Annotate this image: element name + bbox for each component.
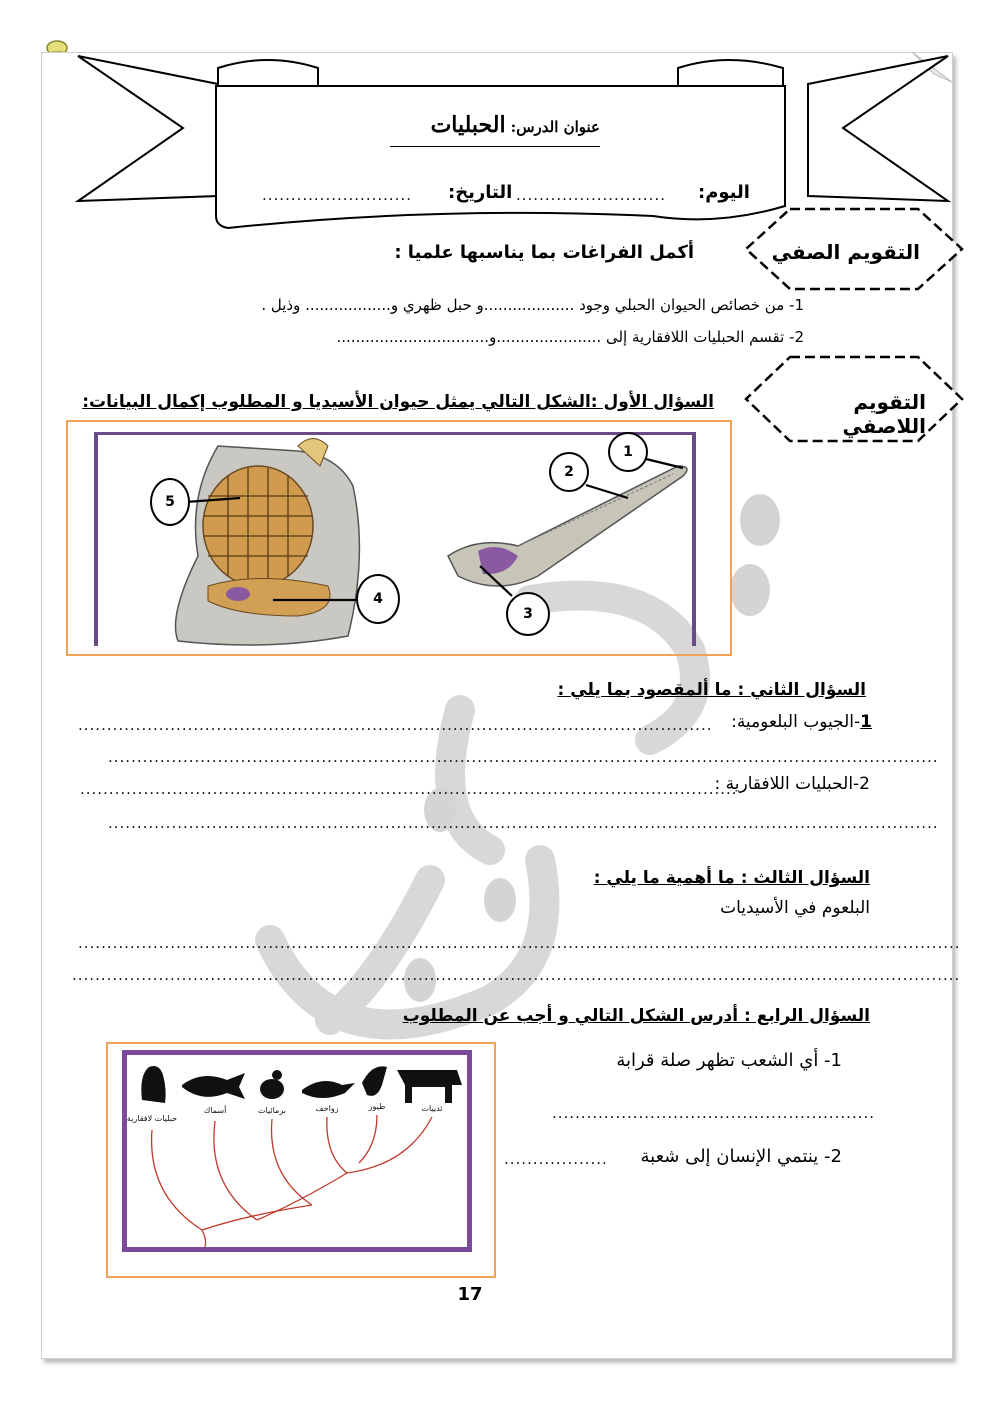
q3-blank-1[interactable]: ......................................................................................................................................................... [78, 934, 961, 952]
tree-label-fish: أسماك [203, 1106, 227, 1115]
label-circle-2[interactable]: 2 [549, 452, 589, 492]
lesson-name: الحبليات [430, 112, 506, 138]
q3-blank-2[interactable]: .......................................................................................................................................................... [72, 966, 961, 984]
tree-label-birds: طيور [368, 1102, 386, 1111]
label-circle-5[interactable]: 5 [150, 478, 190, 526]
class-eval-item-2[interactable]: 2- تقسم الحبليات اللافقارية إلى ......................و................................ [336, 328, 804, 346]
q4-item-1: 1- أي الشعب تظهر صلة قرابة [616, 1050, 842, 1071]
label-circle-1[interactable]: 1 [608, 432, 648, 472]
date-label: التاريخ: [448, 182, 513, 203]
day-label: اليوم: [698, 182, 750, 203]
phylogenetic-tree [127, 1055, 467, 1247]
q4-item-1-blank[interactable]: ........................................................ [552, 1104, 876, 1122]
q2-item-2: 2-الحبليات اللافقارية : [714, 774, 870, 794]
question-3: السؤال الثالث : ما أهمية ما يلي : [593, 868, 870, 888]
lesson-title-line [390, 112, 600, 147]
q3-item: البلعوم في الأسيديات [720, 898, 870, 918]
label-circle-3[interactable]: 3 [506, 592, 550, 636]
tree-label-reptiles: زواحف [315, 1104, 339, 1113]
q2-item-1-blank-2[interactable]: ................................................................................................................................................ [108, 748, 939, 766]
class-eval-instruction: أكمل الفراغات بما يناسبها علميا : [394, 242, 694, 263]
q2-item-2-blank-2[interactable]: ................................................................................................................................................ [108, 814, 939, 832]
class-eval-item-1[interactable]: 1- من خصائص الحيوان الحبلي وجود ...................و حبل ظهري و.................. وذيل . [261, 296, 804, 314]
q4-item-2: 2- ينتمي الإنسان إلى شعبة [640, 1146, 842, 1167]
q2-item-1: 1-الجيوب البلعومية: [731, 712, 872, 732]
home-eval-title: التقويم اللاصفي [842, 390, 926, 438]
tree-label-mammals: ثدييات [421, 1104, 443, 1113]
q2-item-1-blank[interactable]: .............................................................................................................. [78, 716, 713, 734]
q4-item-2-blank[interactable]: .................. [504, 1150, 608, 1168]
lesson-label: عنوان الدرس: [510, 118, 600, 136]
label-circle-4[interactable]: 4 [356, 574, 400, 624]
question-2: السؤال الثاني : ما ألمقصود بما يلي : [557, 680, 866, 700]
question-1: السؤال الأول :الشكل التالي يمثل حيوان الأسيديا و المطلوب إكمال البيانات: [82, 392, 714, 412]
tree-label-amphibians: برمائيات [258, 1106, 286, 1115]
day-blank[interactable]: .......................... [516, 186, 666, 204]
q2-item-2-blank[interactable]: .................................................................................................................. [80, 780, 738, 798]
question-4: السؤال الرابع : أدرس الشكل التالي و أجب عن المطلوب [402, 1006, 870, 1026]
date-blank[interactable]: .......................... [262, 186, 412, 204]
tree-label-invertebrate-chordates: حبليات لافقارية [126, 1114, 178, 1123]
class-eval-title: التقويم الصفي [771, 240, 920, 264]
page-number: 17 [457, 1284, 483, 1305]
